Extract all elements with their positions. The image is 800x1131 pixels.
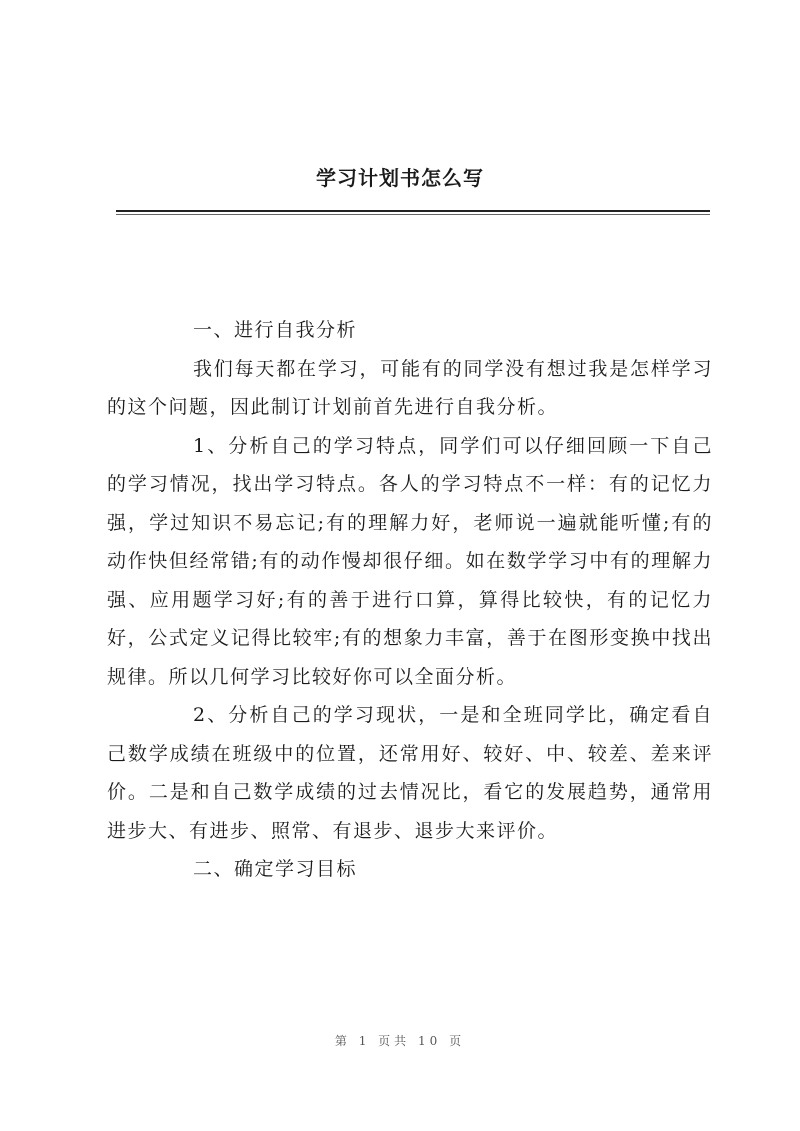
title-underline-thin (116, 214, 710, 215)
page-number-label: 第 1 页共 10 页 (334, 1034, 466, 1048)
section-heading-goals: 二、确定学习目标 (193, 858, 358, 880)
paragraph-learning-traits: 1、分析自己的学习特点，同学们可以仔细回顾一下自己的学习情况，找出学习特点。各人的学习特点不一样：有的记忆力强，学过知识不易忘记;有的理解力好，老师说一遍就能听懂;有的动作快但经常错;有的动作慢却很仔细。如在数学学习中有的理解力强、应用题学习好;有的善于进行口算，算得比较快，有的记忆力好，公式定义记得比较牢;有的想象力丰富，善于在图形变换中找出规律。所以几何学习比较好你可以全面分析。 (107, 434, 713, 688)
title-underline (116, 210, 710, 212)
paragraph-learning-status: 2、分析自己的学习现状，一是和全班同学比，确定看自己数学成绩在班级中的位置，还常用好、较好、中、较差、差来评价。二是和自己数学成绩的过去情况比，看它的发展趋势，通常用进步大、有进步、照常、有退步、退步大来评价。 (107, 704, 713, 842)
section-heading-self-analysis: 一、进行自我分析 (193, 319, 358, 341)
document-title: 学习计划书怎么写 (316, 166, 484, 190)
intro-paragraph: 我们每天都在学习，可能有的同学没有想过我是怎样学习的这个问题，因此制订计划前首先进行自我分析。 (107, 357, 713, 418)
document-body (107, 311, 713, 889)
page-number-footer (0, 1031, 800, 1051)
